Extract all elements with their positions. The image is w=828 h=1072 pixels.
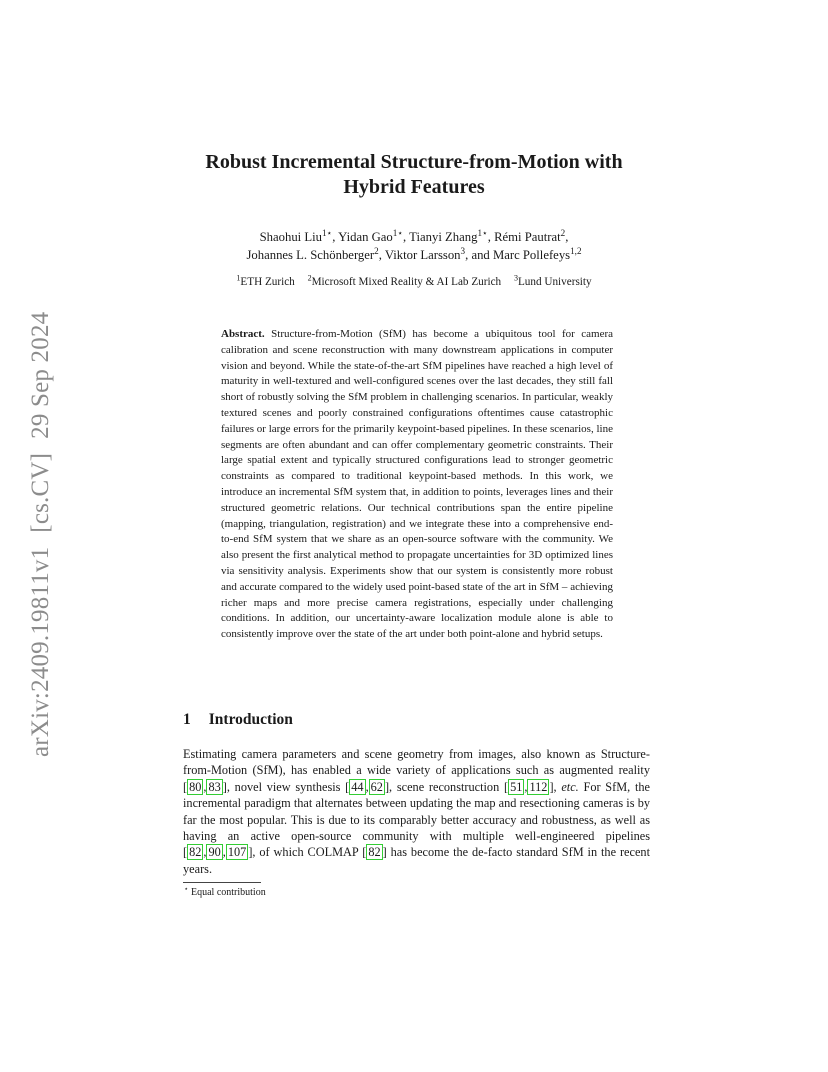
author-name: Viktor Larsson — [384, 248, 461, 262]
citation-link[interactable]: 90 — [208, 845, 221, 860]
citation-link[interactable]: 82 — [368, 845, 381, 860]
author-name: Yidan Gao — [338, 230, 393, 244]
section-heading — [183, 711, 293, 729]
arxiv-identifier — [26, 287, 56, 757]
title-line-2: Hybrid Features — [343, 176, 485, 198]
footnote-mark: ⋆ — [184, 885, 189, 894]
arxiv-id[interactable]: arXiv:2409.19811v1 — [27, 546, 54, 757]
affiliation: $^3$Lund University — [513, 273, 592, 288]
abstract — [221, 327, 613, 643]
author-name: Tianyi Zhang — [409, 230, 478, 244]
arxiv-date: 29 Sep 2024 — [27, 311, 54, 439]
affiliation: $^2$Microsoft Mixed Reality & AI Lab Zurich — [307, 273, 502, 288]
author-affil-mark: 1⋆ — [321, 227, 333, 238]
author-name: Rémi Pautrat — [494, 230, 561, 244]
citation-link[interactable]: 80 — [189, 779, 202, 794]
citation-link[interactable]: 83 — [208, 779, 221, 794]
arxiv-category: [cs.CV] — [27, 452, 54, 533]
author-affil-mark: 1⋆ — [477, 227, 488, 238]
citation-link[interactable]: 62 — [370, 779, 383, 794]
citation-link[interactable]: 112 — [529, 779, 548, 794]
section-number: 1 — [183, 711, 191, 728]
footnote-text: Equal contribution — [191, 887, 266, 898]
affiliations — [120, 274, 708, 290]
author-name: Johannes L. Schönberger — [246, 248, 375, 262]
author-affil-mark: 1⋆ — [392, 227, 404, 238]
title-line-1: Robust Incremental Structure-from-Motion with — [205, 151, 623, 173]
author-affil-mark: 3 — [460, 245, 466, 256]
author-affil-mark: 2 — [374, 245, 379, 256]
abstract-label: Abstract. — [221, 328, 265, 340]
affiliation: $^1$ETH Zurich — [236, 273, 295, 288]
citation-link[interactable]: 107 — [227, 845, 247, 860]
author-name: Marc Pollefeys — [492, 248, 571, 262]
author-list: Shaohui Liu$^{1⋆}$, Yidan Gao$^{1⋆}$, Tianyi Zhang$^{1⋆}$, Rémi Pautrat$^2$, Johannes L. Schönberger$^2$, Viktor Larsson$^3$, and Marc Pollefeys$^{1,2}$ — [246, 227, 582, 262]
footnote — [184, 886, 266, 900]
author-name: Shaohui Liu — [259, 230, 322, 244]
section-title: Introduction — [208, 711, 293, 728]
author-affil-mark: 1,2 — [570, 245, 582, 256]
paper-title — [120, 150, 708, 200]
abstract-text: Structure-from-Motion (SfM) has become a ubiquitous tool for camera calibration and scene reconstruction with many downstream applications in computer vision and beyond. While the state-of-the-art SfM pipelines have reached a high level of maturity in well-textured and well-configured scenes over the last decades, they still fall short of robustly solving the SfM problem in challenging scenarios. In particular, weakly textured scenes and poorly constrained configurations oftentimes cause catastrophic failures or large errors for the primarily keypoint-based pipelines. In these scenarios, line segments are often abundant and can offer complementary geometric constraints. Their large spatial extent and typically structured configurations lead to stronger geometric constraints as compared to traditional keypoint-based methods. In this work, we introduce an incremental SfM system that, in addition to points, leverages lines and their structured geometric relations. Our technical contributions span the entire pipeline (mapping, triangulation, registration) and we integrate these into a comprehensive end-to-end SfM system that we share as an open-source software with the community. We also present the first analytical method to propagate uncertainties for 3D optimized lines via sensitivity analysis. Experiments show that our system is consistently more robust and accurate compared to the widely used point-based state of the art in SfM – achieving richer maps and more precise camera registrations, especially under challenging conditions. In addition, our uncertainty-aware localization module alone is able to consistently improve over the state of the art under both point-alone and hybrid setups. — [221, 328, 614, 641]
author-affil-mark: 2 — [560, 227, 566, 238]
citation-link[interactable]: 82 — [189, 845, 202, 860]
footnote-divider — [183, 882, 261, 883]
citation-link[interactable]: 44 — [351, 779, 364, 794]
introduction-paragraph: Estimating camera parameters and scene geometry from images, also known as Structure-from-Motion (SfM), has enabled a wide variety of applications such as augmented reality [ 80 , 83 ], novel view synthesis [ 44 , 62 ], scene reconstruction [ 51 , 112 ], etc. For SfM, the incremental paradigm that alternates between updating the map and resectioning cameras is by far the most popular. This is due to its comparably better accuracy and robustness, as well as having an active open-source community with multiple well-engineered pipelines [ 82 , 90 , 107 ], of which COLMAP [ 82 ] has become the de-facto standard SfM in the recent years. — [183, 747, 650, 876]
citation-link[interactable]: 51 — [510, 779, 523, 794]
